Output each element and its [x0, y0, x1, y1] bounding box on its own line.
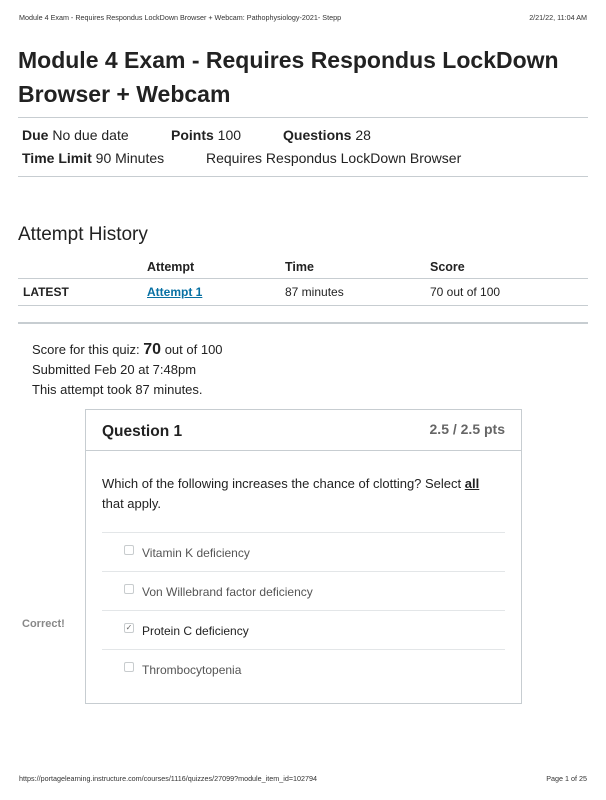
- answer-label: Protein C deficiency: [142, 624, 249, 638]
- page-title: Module 4 Exam - Requires Respondus LockDown Browser + Webcam: [18, 47, 559, 107]
- points-detail: [171, 127, 241, 143]
- question-text-emphasis: all: [464, 476, 480, 491]
- time-limit-label: Time Limit: [22, 150, 92, 166]
- questions-detail: [283, 127, 371, 143]
- question-title: Question 1: [102, 423, 183, 440]
- print-header-title: Module 4 Exam - Requires Respondus LockDown Browser + Webcam: Pathophysiology-2021- Stepp: [19, 13, 342, 22]
- answer-label: Vitamin K deficiency: [142, 546, 250, 560]
- answer-option[interactable]: [102, 571, 505, 610]
- question-header: [86, 410, 521, 451]
- questions-value: 28: [355, 127, 371, 143]
- answer-option[interactable]: [102, 532, 505, 571]
- checkbox[interactable]: [124, 662, 134, 672]
- table-header-row: [18, 256, 588, 279]
- divider: [18, 117, 588, 118]
- column-header-time: Time: [285, 256, 430, 279]
- score-suffix: out of 100: [164, 342, 223, 357]
- checkbox-checked[interactable]: ✓: [125, 623, 133, 632]
- answer-label: Thrombocytopenia: [142, 663, 242, 677]
- print-footer: [19, 774, 587, 786]
- due-value: No due date: [52, 127, 129, 143]
- footer-page-number: Page 1 of 25: [546, 774, 587, 783]
- requirement-note: Requires Respondus LockDown Browser: [206, 150, 462, 166]
- score-prefix: Score for this quiz:: [32, 342, 140, 357]
- attempt-history-heading: Attempt History: [18, 224, 148, 245]
- question-points: 2.5 / 2.5 pts: [429, 421, 505, 437]
- print-header: [19, 13, 587, 25]
- answer-option[interactable]: [102, 649, 505, 688]
- attempt-time: 87 minutes: [285, 279, 430, 306]
- points-value: 100: [217, 127, 242, 143]
- latest-label: LATEST: [18, 279, 147, 306]
- quiz-details-row-1: [22, 127, 129, 143]
- answer-option-selected[interactable]: [102, 610, 505, 649]
- checkbox[interactable]: [124, 584, 134, 594]
- column-header-score: Score: [430, 256, 588, 279]
- attempt-history-table: [18, 256, 588, 306]
- column-header: [18, 256, 147, 279]
- time-limit-detail: [22, 150, 164, 166]
- score-value: 70: [143, 341, 162, 358]
- footer-url: https://portagelearning.instructure.com/courses/1116/quizzes/27099?module_item_id=102794: [19, 774, 318, 783]
- divider: [18, 176, 588, 177]
- attempt-score: 70 out of 100: [430, 279, 588, 306]
- time-limit-value: 90 Minutes: [95, 150, 165, 166]
- answer-label: Von Willebrand factor deficiency: [142, 585, 313, 599]
- question-text-before: Which of the following increases the chance of clotting? Select: [102, 476, 462, 491]
- attempt-link[interactable]: Attempt 1: [147, 285, 203, 299]
- column-header-attempt: Attempt: [147, 256, 285, 279]
- quiz-summary: [32, 340, 223, 400]
- checkbox[interactable]: [124, 545, 134, 555]
- score-line: [32, 340, 223, 360]
- duration-line: This attempt took 87 minutes.: [32, 382, 203, 397]
- question-card: [85, 409, 522, 704]
- correct-feedback-label: Correct!: [22, 618, 65, 630]
- question-text: [102, 474, 502, 514]
- due-label: Due: [22, 127, 49, 143]
- print-header-datetime: 2/21/22, 11:04 AM: [529, 13, 587, 22]
- points-label: Points: [171, 127, 214, 143]
- questions-label: Questions: [283, 127, 352, 143]
- submitted-line: Submitted Feb 20 at 7:48pm: [32, 362, 197, 377]
- question-text-after: that apply.: [102, 496, 162, 511]
- divider: [18, 322, 588, 324]
- table-row: [18, 279, 588, 306]
